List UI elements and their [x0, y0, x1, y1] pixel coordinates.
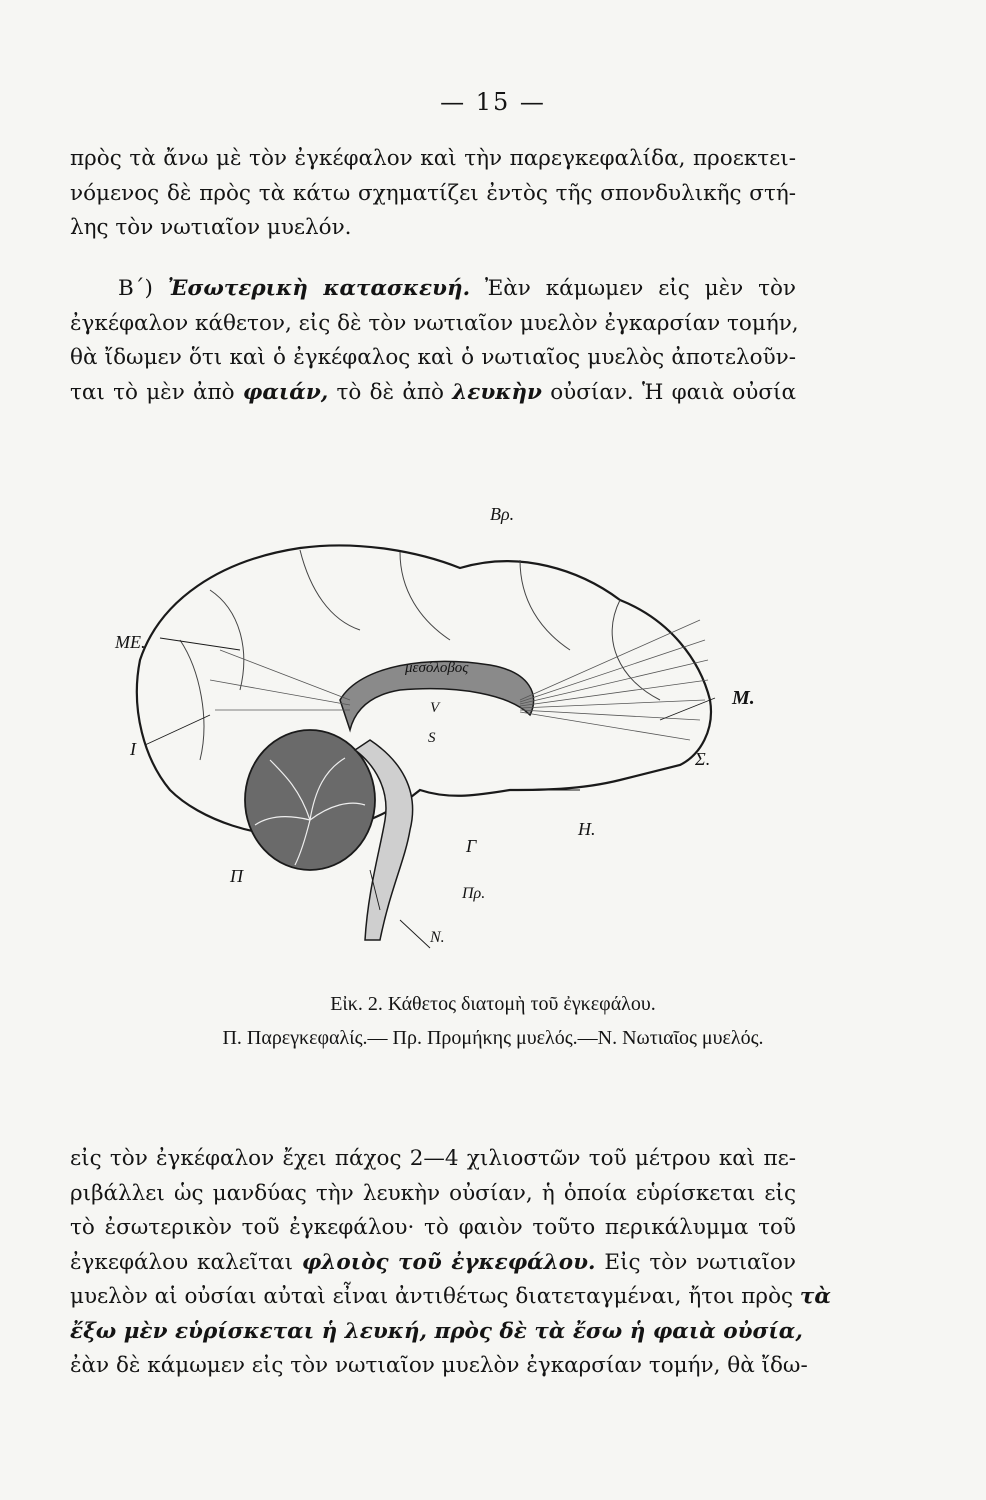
text-span: Ἐὰν κάμωμεν εἰς μὲν τὸν	[484, 276, 796, 301]
bold-term: τὰ	[799, 1284, 831, 1309]
label-n: Ν.	[430, 929, 445, 946]
label-sigma: Σ.	[695, 749, 711, 769]
figure-caption-legend: Π. Παρεγκεφαλίς.— Πρ. Προμήκης μυελός.—Ν. Νωτιαῖος μυελός.	[222, 1027, 764, 1049]
label-p: Π	[230, 866, 243, 886]
text-line: τὸ ἐσωτερικὸν τοῦ ἐγκεφάλου· τὸ φαιὸν τοῦτο περικάλυμμα τοῦ	[70, 1215, 796, 1240]
label-m: Μ.	[732, 687, 755, 709]
section-heading: Ἐσωτερικὴ κατασκευή.	[167, 276, 471, 301]
text-line: ἔξω μὲν εὑρίσκεται ἡ λευκή, πρὸς δὲ τὰ ἔσω ἡ φαιὰ οὐσία,	[70, 1318, 803, 1344]
text-line: νόμενος δὲ πρὸς τὰ κάτω σχηματίζει ἐντὸς τῆς σπονδυλικῆς στή-	[70, 180, 796, 206]
text-line: ριβάλλει ὡς μανδύας τὴν λευκὴν οὐσίαν, ἡ ὁποία εὑρίσκεται εἰς	[70, 1180, 796, 1206]
text-line: λης τὸν νωτιαῖον μυελόν.	[70, 215, 352, 240]
text-span: μυελὸν αἱ οὐσίαι αὐταὶ εἶναι ἀντιθέτως διατεταγμέναι, ἤτοι πρὸς	[70, 1284, 794, 1309]
label-g: Γ	[466, 836, 477, 856]
text-span: οὐσίαν. Ἡ φαιὰ οὐσία	[550, 379, 797, 405]
label-me: ΜΕ.	[115, 632, 146, 652]
text-span: ἐγκεφάλου καλεῖται	[70, 1249, 294, 1275]
page-number: — 15 —	[440, 88, 546, 116]
figure-caption-title: Εἰκ. 2. Κάθετος διατομὴ τοῦ ἐγκεφάλου.	[330, 993, 656, 1015]
label-mesolobos: μεσόλοβος	[405, 660, 469, 676]
text-span: τὸ δὲ ἀπὸ	[336, 379, 444, 405]
text-line: ἐὰν δὲ κάμωμεν εἰς τὸν νωτιαῖον μυελὸν ἐγκαρσίαν τομήν, θὰ ἴδω-	[70, 1353, 808, 1378]
bold-term: φαιάν,	[242, 379, 329, 405]
top-paragraph	[70, 142, 796, 246]
section-paragraph	[70, 272, 799, 410]
label-s-small: S	[428, 730, 436, 746]
text-line: ἐγκέφαλον κάθετον, εἰς δὲ τὸν νωτιαῖον μυελὸν ἐγκαρσίαν τομήν,	[70, 310, 799, 336]
text-line: θὰ ἴδωμεν ὅτι καὶ ὁ ἐγκέφαλος καὶ ὁ νωτιαῖος μυελὸς ἀποτελοῦν-	[70, 345, 796, 370]
text-span: Εἰς τὸν νωτιαῖον	[604, 1249, 797, 1275]
text-line	[70, 376, 796, 411]
section-marker: Β΄)	[118, 276, 153, 301]
text-line	[70, 1246, 796, 1281]
text-line	[70, 272, 796, 307]
brain-section-figure	[100, 490, 790, 980]
label-pr: Πρ.	[462, 885, 486, 902]
text-line	[70, 1280, 831, 1315]
brain-illustration	[100, 490, 790, 980]
text-line: πρὸς τὰ ἄνω μὲ τὸν ἐγκέφαλον καὶ τὴν παρεγκεφαλίδα, προεκτει-	[70, 146, 796, 171]
label-i: I	[130, 739, 136, 759]
label-h: Η.	[578, 819, 596, 839]
bold-term: λευκὴν	[452, 379, 542, 405]
label-v: V	[430, 700, 440, 716]
bold-term: φλοιὸς τοῦ ἐγκεφάλου.	[301, 1249, 596, 1275]
label-br: Βρ.	[490, 504, 515, 524]
text-span: ται τὸ μὲν ἀπὸ	[70, 379, 235, 405]
bottom-paragraph	[70, 1142, 831, 1384]
cerebrum-outline	[137, 545, 711, 835]
text-line: εἰς τὸν ἐγκέφαλον ἔχει πάχος 2—4 χιλιοστῶν τοῦ μέτρου καὶ πε-	[70, 1146, 796, 1171]
